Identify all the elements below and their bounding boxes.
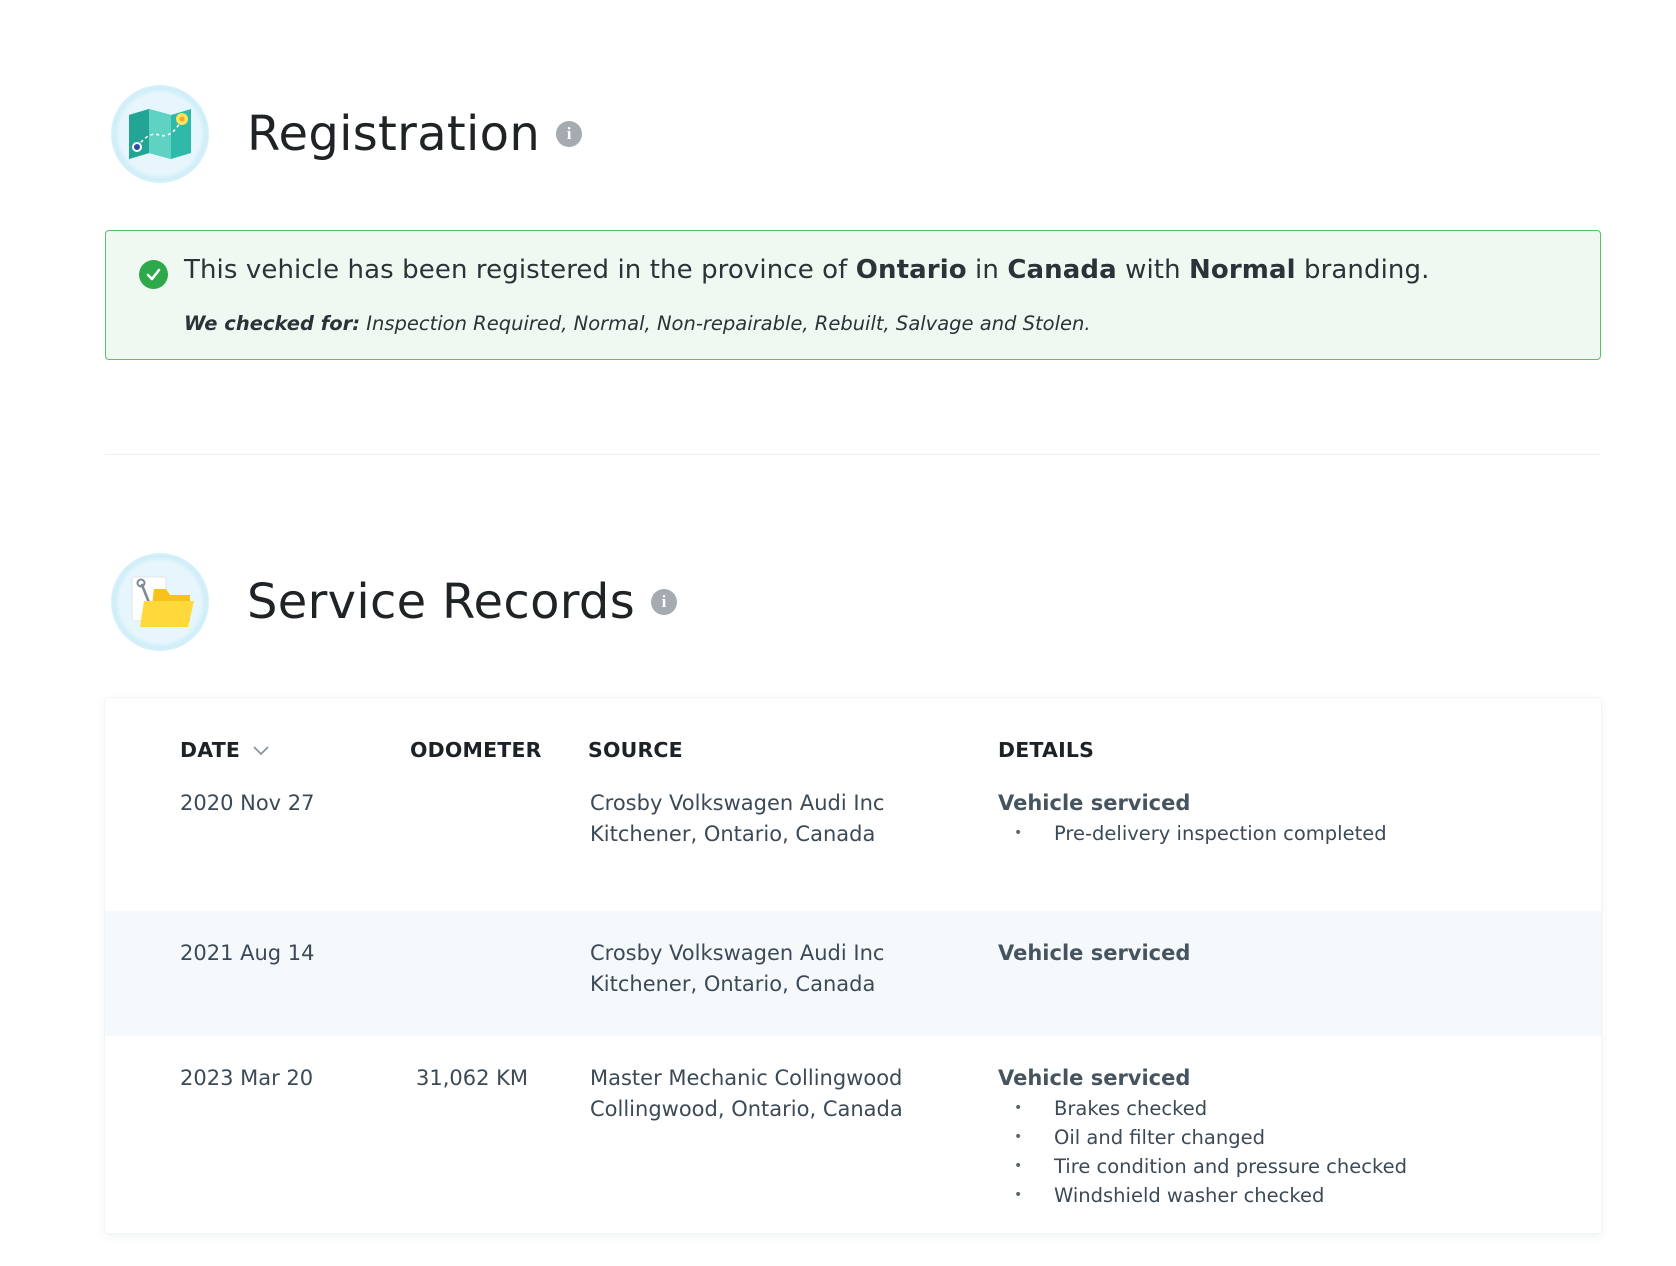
province-value: Ontario xyxy=(855,255,967,285)
detail-title: Vehicle serviced xyxy=(998,791,1191,815)
section-title: Service Records xyxy=(247,574,636,630)
chevron-down-icon[interactable] xyxy=(252,744,270,756)
column-header-date[interactable]: DATE xyxy=(180,738,270,762)
check-circle-icon xyxy=(139,260,168,289)
source-name: Crosby Volkswagen Audi Inc xyxy=(590,941,885,965)
column-header-details: DETAILS xyxy=(998,738,1095,762)
table-header xyxy=(105,698,1601,768)
checked-for-text: We checked for: Inspection Required, Normal, Non-repairable, Rebuilt, Salvage and Stolen. xyxy=(184,312,1091,335)
detail-title: Vehicle serviced xyxy=(998,1066,1191,1090)
source-name: Crosby Volkswagen Audi Inc xyxy=(590,791,885,815)
service-records-table xyxy=(105,698,1601,1233)
source-location: Kitchener, Ontario, Canada xyxy=(590,822,876,846)
detail-list xyxy=(998,1094,1407,1210)
registration-summary: This vehicle has been registered in the province of Ontario in Canada with Normal branding. xyxy=(184,255,1430,285)
row-source xyxy=(590,788,884,850)
source-name: Master Mechanic Collingwood xyxy=(590,1066,903,1090)
service-folder-icon xyxy=(111,553,209,651)
row-date: 2021 Aug 14 xyxy=(180,941,315,965)
table-row xyxy=(105,786,1601,911)
table-row xyxy=(105,911,1601,1036)
row-details xyxy=(998,938,1190,969)
registration-header xyxy=(111,85,582,183)
map-icon xyxy=(111,85,209,183)
table-row xyxy=(105,1036,1601,1233)
detail-item: • Pre-delivery inspection completed xyxy=(998,819,1387,848)
detail-list xyxy=(998,819,1387,848)
column-header-odometer: ODOMETER xyxy=(410,738,542,762)
column-header-source: SOURCE xyxy=(588,738,683,762)
detail-item: • Brakes checked xyxy=(998,1094,1407,1123)
branding-value: Normal xyxy=(1189,255,1296,285)
row-details xyxy=(998,1063,1407,1210)
row-odometer: 31,062 KM xyxy=(416,1066,529,1090)
country-value: Canada xyxy=(1007,255,1117,285)
row-date: 2023 Mar 20 xyxy=(180,1066,314,1090)
detail-title: Vehicle serviced xyxy=(998,941,1191,965)
detail-item: • Oil and filter changed xyxy=(998,1123,1407,1152)
detail-item: • Windshield washer checked xyxy=(998,1181,1407,1210)
section-divider xyxy=(105,454,1601,455)
row-date: 2020 Nov 27 xyxy=(180,791,315,815)
info-icon[interactable]: i xyxy=(651,589,677,615)
source-location: Collingwood, Ontario, Canada xyxy=(590,1097,903,1121)
detail-item: • Tire condition and pressure checked xyxy=(998,1152,1407,1181)
page-title: Registration xyxy=(247,106,541,162)
row-details xyxy=(998,788,1387,848)
row-source xyxy=(590,938,884,1000)
source-location: Kitchener, Ontario, Canada xyxy=(590,972,876,996)
service-records-header xyxy=(111,553,677,651)
info-icon[interactable]: i xyxy=(556,121,582,147)
row-source xyxy=(590,1063,903,1125)
registration-status-alert xyxy=(105,230,1601,360)
